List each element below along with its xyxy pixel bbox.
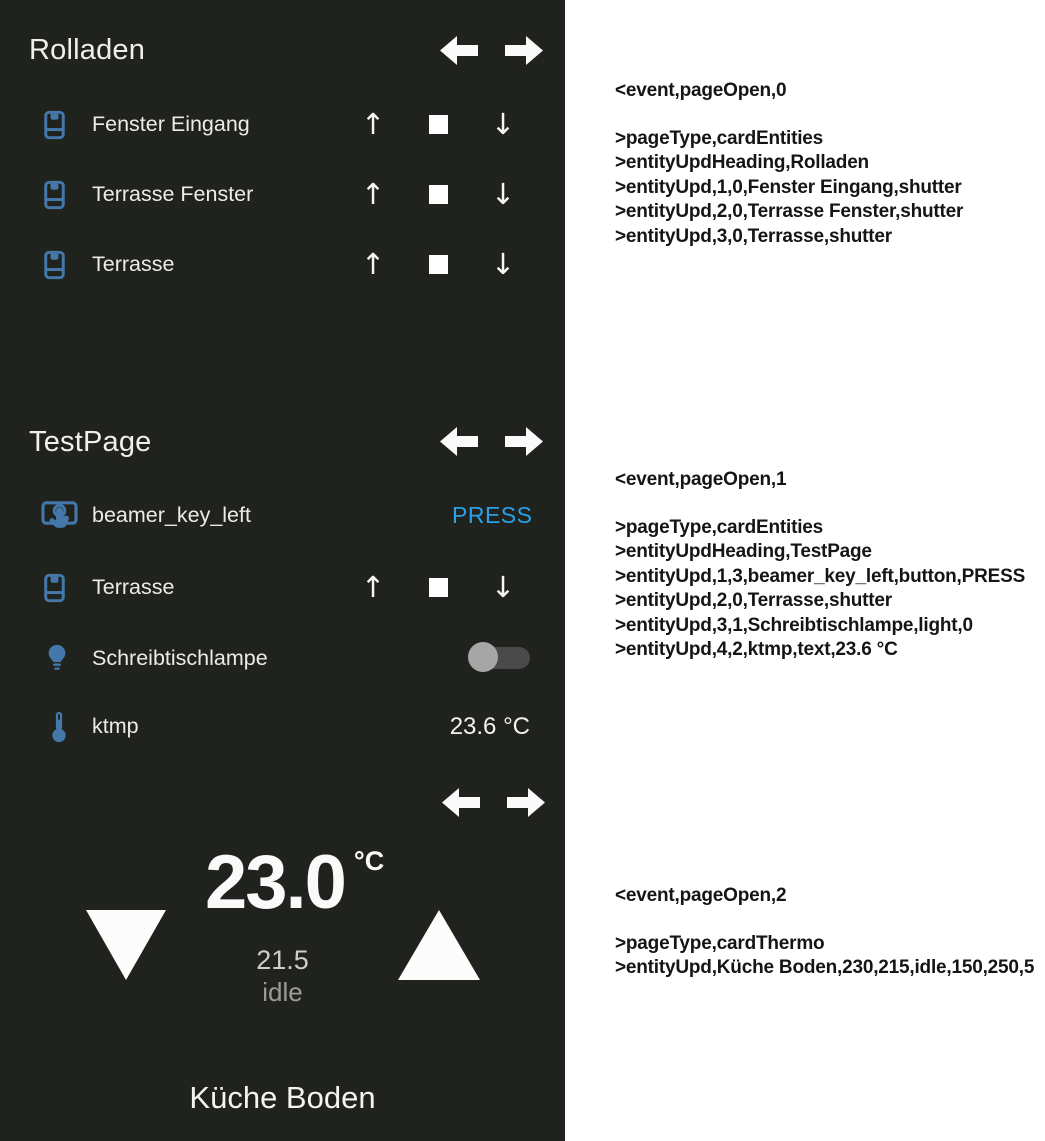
shutter-stop-button[interactable] — [429, 115, 448, 134]
nav-next-button[interactable] — [505, 34, 543, 67]
entity-row-terrasse-fenster — [0, 175, 565, 215]
thermo-hvac-state: idle — [262, 977, 303, 1007]
shutter-stop-button[interactable] — [429, 185, 448, 204]
thermo-setpoint: 21.5 — [256, 945, 309, 975]
nav-prev-button[interactable] — [440, 34, 478, 67]
entity-row-terrasse — [0, 245, 565, 285]
current-temp-value: 23.0 — [205, 840, 345, 925]
shutter-down-button[interactable]: ↓ — [490, 570, 516, 604]
press-button[interactable]: PRESS — [452, 502, 533, 528]
nav-prev-button[interactable] — [442, 786, 480, 819]
toggle-knob — [468, 642, 498, 672]
shutter-down-button[interactable]: ↓ — [490, 107, 516, 141]
arrow-right-icon — [507, 786, 545, 819]
arrow-right-icon — [505, 34, 543, 67]
shutter-down-button[interactable]: ↓ — [490, 177, 516, 211]
log-line: >entityUpd,1,0,Fenster Eingang,shutter — [615, 176, 962, 198]
shutter-icon — [44, 180, 65, 210]
log-line: >entityUpdHeading,Rolladen — [615, 152, 869, 173]
log-line: >pageType,cardThermo — [615, 932, 825, 954]
log-line: >pageType,cardEntities — [615, 516, 824, 538]
nav-next-button[interactable] — [507, 786, 545, 819]
arrow-left-icon — [440, 425, 478, 458]
arrow-right-icon — [505, 425, 543, 458]
shutter-up-button[interactable]: ↑ — [360, 247, 386, 281]
shutter-icon — [44, 573, 65, 603]
log-event-line: <event,pageOpen,2 — [615, 885, 787, 906]
entity-row-schreibtischlampe — [0, 639, 565, 679]
nav-next-button[interactable] — [505, 425, 543, 458]
card-rolladen-heading: Rolladen — [29, 34, 146, 66]
entity-label: Schreibtischlampe — [92, 646, 268, 670]
log-line: >pageType,cardEntities — [615, 127, 824, 149]
log-block-page2 — [615, 884, 1034, 981]
arrow-left-icon — [440, 34, 478, 67]
lightbulb-icon — [46, 643, 68, 673]
thermo-current-temp — [205, 840, 385, 925]
shutter-stop-button[interactable] — [429, 255, 448, 274]
gesture-tap-icon — [41, 498, 78, 531]
entity-row-terrasse — [0, 568, 565, 608]
thermo-title: Küche Boden — [189, 1080, 376, 1115]
entity-label: Terrasse Fenster — [92, 182, 254, 206]
log-event-line: <event,pageOpen,1 — [615, 469, 787, 490]
entity-label: ktmp — [92, 714, 139, 738]
light-toggle[interactable] — [468, 642, 530, 673]
log-line: >entityUpd,1,3,beamer_key_left,button,PRESS — [615, 565, 1026, 587]
log-line: >entityUpd,4,2,ktmp,text,23.6 °C — [615, 639, 898, 660]
shutter-up-button[interactable]: ↑ — [360, 177, 386, 211]
log-line: >entityUpd,Küche Boden,230,215,idle,150,250,5 — [615, 957, 1035, 978]
log-line: >entityUpd,2,0,Terrasse,shutter — [615, 590, 892, 611]
log-line: >entityUpdHeading,TestPage — [615, 541, 872, 562]
current-temp-unit: °C — [353, 846, 385, 876]
entity-label: beamer_key_left — [92, 503, 251, 527]
shutter-icon — [44, 110, 65, 140]
shutter-down-button[interactable]: ↓ — [490, 247, 516, 281]
entity-label: Fenster Eingang — [92, 112, 250, 136]
entity-row-beamer-key-left — [0, 496, 565, 536]
entity-label: Terrasse — [92, 252, 175, 276]
log-block-page0 — [615, 79, 963, 249]
log-line: >entityUpd,2,0,Terrasse Fenster,shutter — [615, 201, 964, 222]
log-line: >entityUpd,3,1,Schreibtischlampe,light,0 — [615, 614, 973, 636]
card-testpage-heading: TestPage — [29, 426, 152, 458]
sensor-value: 23.6 °C — [449, 713, 530, 740]
arrow-left-icon — [442, 786, 480, 819]
entity-label: Terrasse — [92, 575, 175, 599]
nav-prev-button[interactable] — [440, 425, 478, 458]
log-event-line: <event,pageOpen,0 — [615, 80, 787, 101]
entity-row-fenster-eingang — [0, 105, 565, 145]
thermometer-icon — [51, 710, 67, 743]
entity-row-ktmp — [0, 707, 565, 747]
shutter-stop-button[interactable] — [429, 578, 448, 597]
shutter-up-button[interactable]: ↑ — [360, 570, 386, 604]
shutter-up-button[interactable]: ↑ — [360, 107, 386, 141]
shutter-icon — [44, 250, 65, 280]
log-line: >entityUpd,3,0,Terrasse,shutter — [615, 225, 892, 247]
log-block-page1 — [615, 468, 1025, 663]
